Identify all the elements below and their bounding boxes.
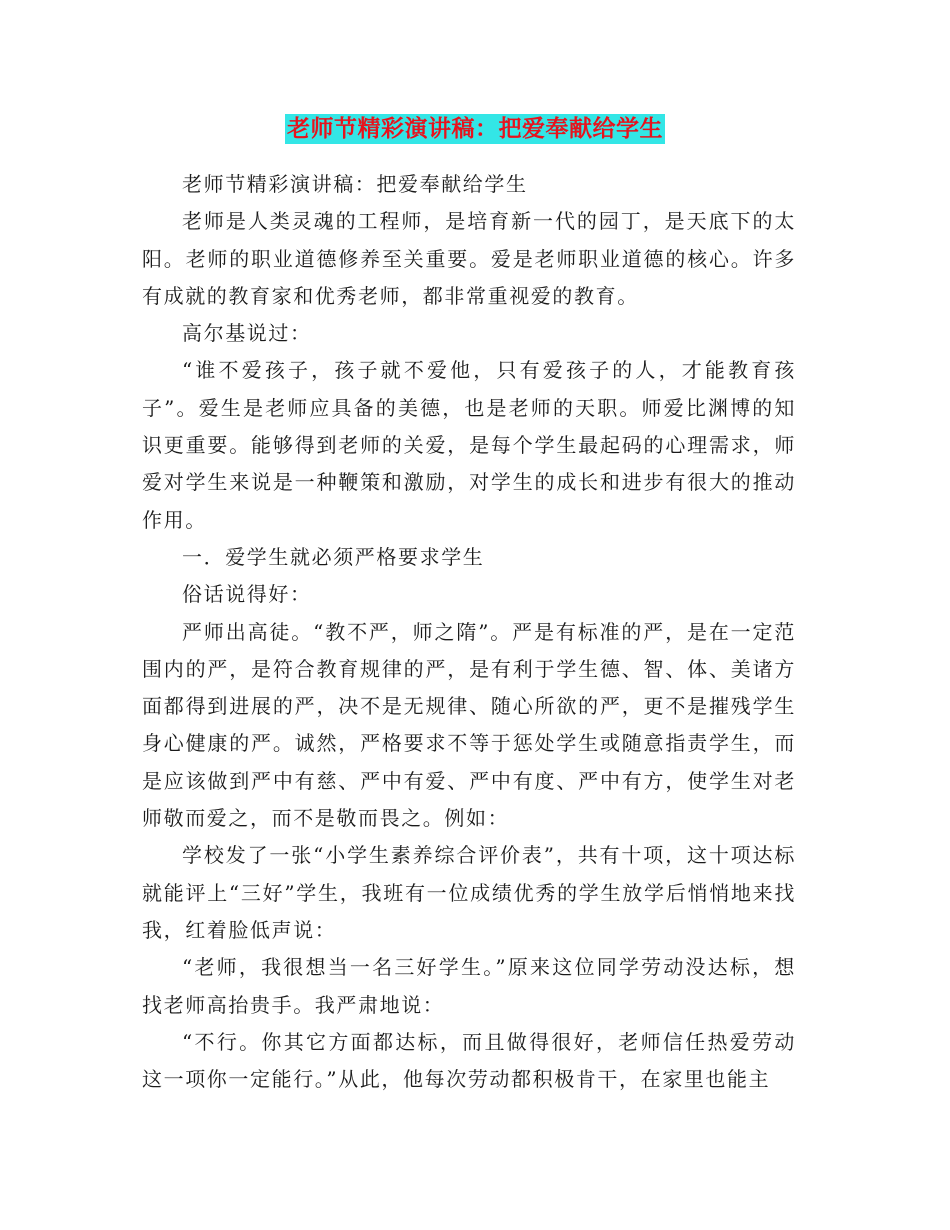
paragraph: 老师节精彩演讲稿：把爱奉献给学生 [182,172,528,196]
paragraph: “谁不爱孩子，孩子就不爱他，只有爱孩子的人，才能教育孩子”。爱生是老师应具备的美德，也是老师的天职。师爱比渊博的知识更重要。能够得到老师的关爱，是每个学生最起码的心理需求，师爱对学生来说是一种鞭策和激励，对学生的成长和进步有很大的推动作用。 [142,358,796,532]
document-title: 老师节精彩演讲稿：把爱奉献给学生 [287,116,663,142]
paragraph: 一．爱学生就必须严格要求学生 [182,544,485,569]
paragraph: 学校发了一张“小学生素养综合评价表”，共有十项，这十项达标就能评上“三好”学生，我班有一位成绩优秀的学生放学后悄悄地来找我，红着脸低声说： [142,843,796,942]
paragraph: “不行。你其它方面都达标，而且做得很好，老师信任热爱劳动这一项你一定能行。”从此，他每次劳动都积极肯干，在家里也能主 [142,1029,796,1092]
document-body [142,166,796,1098]
paragraph: 高尔基说过： [182,321,312,346]
paragraph: 严师出高徒。“教不严，师之隋”。严是有标准的严，是在一定范围内的严，是符合教育规律的严，是有利于学生德、智、体、美诸方面都得到进展的严，决不是无规律、随心所欲的严，更不是摧残学生身心健康的严。诚然，严格要求不等于惩处学生或随意指责学生，而是应该做到严中有慈、严中有爱、严中有度、严中有方，使学生对老师敬而爱之，而不是敬而畏之。例如： [142,619,796,831]
paragraph: 老师是人类灵魂的工程师，是培育新一代的园丁，是天底下的太阳。老师的职业道德修养至关重要。爱是老师职业道德的核心。许多有成就的教育家和优秀老师，都非常重视爱的教育。 [142,209,796,308]
paragraph: 俗话说得好： [182,582,312,607]
title-wrap [0,114,950,144]
paragraph: “老师，我很想当一名三好学生。”原来这位同学劳动没达标，想找老师高抬贵手。我严肃地说： [142,955,796,1017]
